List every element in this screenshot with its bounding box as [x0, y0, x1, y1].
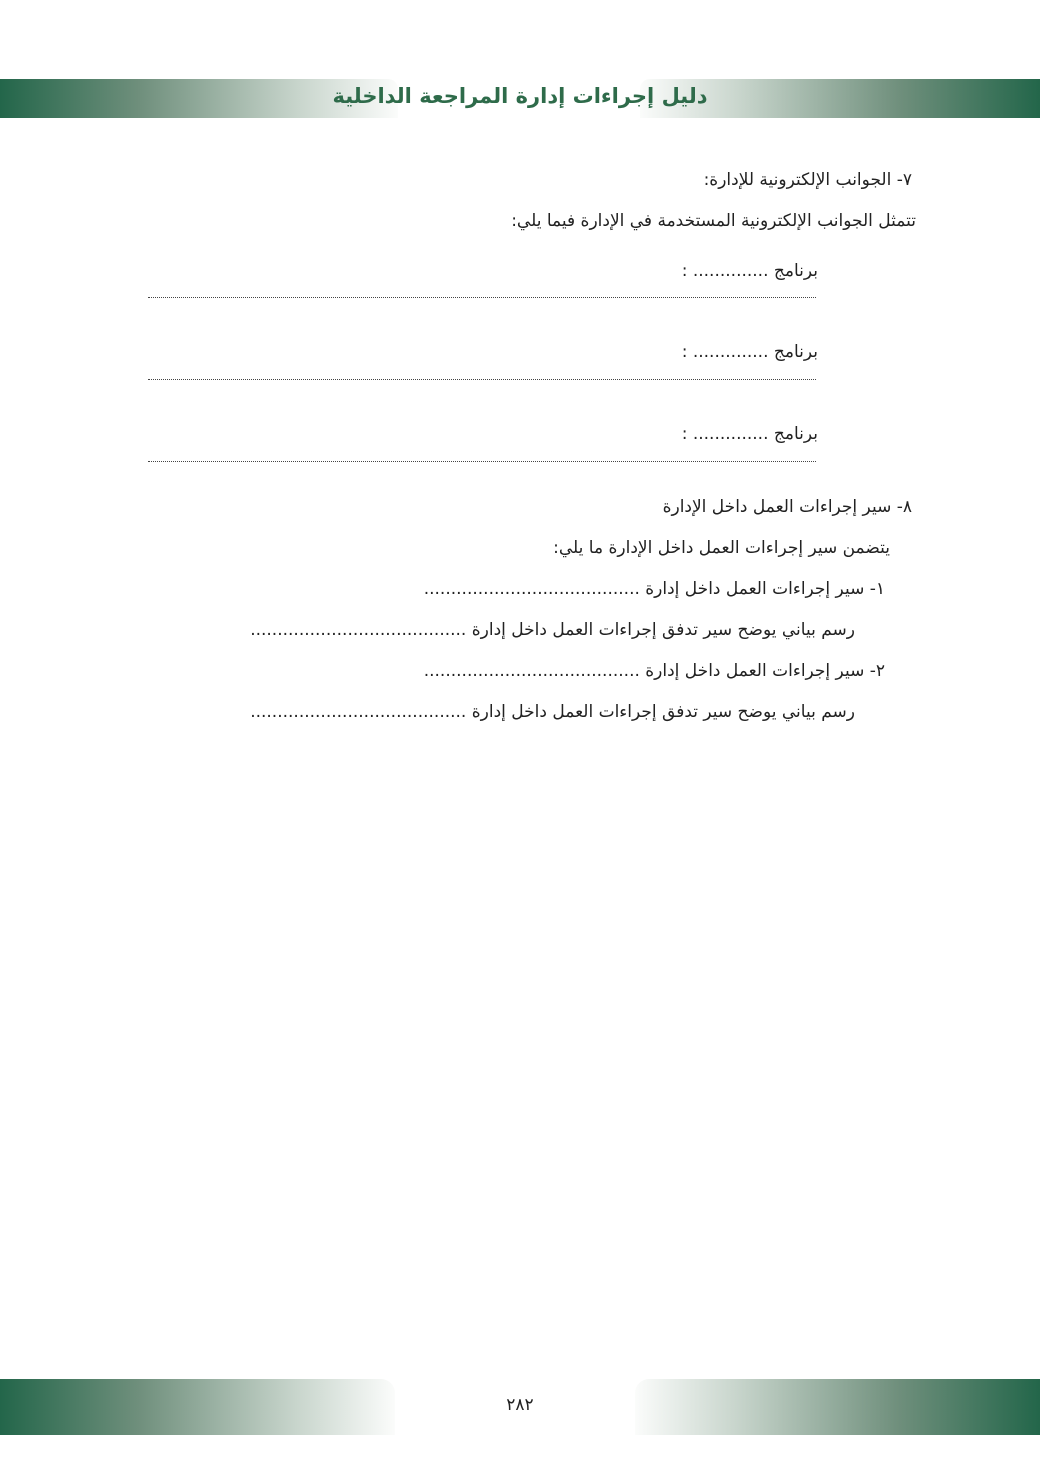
item-1-title: ١- سير إجراءات العمل داخل إدارة ........................................ — [423, 579, 885, 599]
footer-band-left — [0, 1379, 395, 1435]
section-8-heading: ٨- سير إجراءات العمل داخل الإدارة — [662, 497, 912, 517]
item-2-title: ٢- سير إجراءات العمل داخل إدارة ........................................ — [423, 661, 885, 681]
program-line-1: برنامج .............. : — [681, 261, 818, 281]
footer-band-right — [635, 1379, 1040, 1435]
section-7-heading: ٧- الجوانب الإلكترونية للإدارة: — [703, 170, 912, 190]
item-1-chart: رسم بياني يوضح سير تدفق إجراءات العمل داخل إدارة ........................................ — [250, 620, 855, 640]
page-number: ٢٨٢ — [506, 1395, 534, 1415]
dotted-fill-line-2 — [148, 379, 816, 380]
program-line-2: برنامج .............. : — [681, 342, 818, 362]
program-line-3: برنامج .............. : — [681, 424, 818, 444]
section-8-intro: يتضمن سير إجراءات العمل داخل الإدارة ما يلي: — [553, 538, 890, 558]
document-title: دليل إجراءات إدارة المراجعة الداخلية — [332, 84, 708, 108]
dotted-fill-line-3 — [148, 461, 816, 462]
item-2-chart: رسم بياني يوضح سير تدفق إجراءات العمل داخل إدارة ........................................ — [250, 702, 855, 722]
section-7-intro: تتمثل الجوانب الإلكترونية المستخدمة في الإدارة فيما يلي: — [511, 211, 916, 231]
dotted-fill-line-1 — [148, 297, 816, 298]
